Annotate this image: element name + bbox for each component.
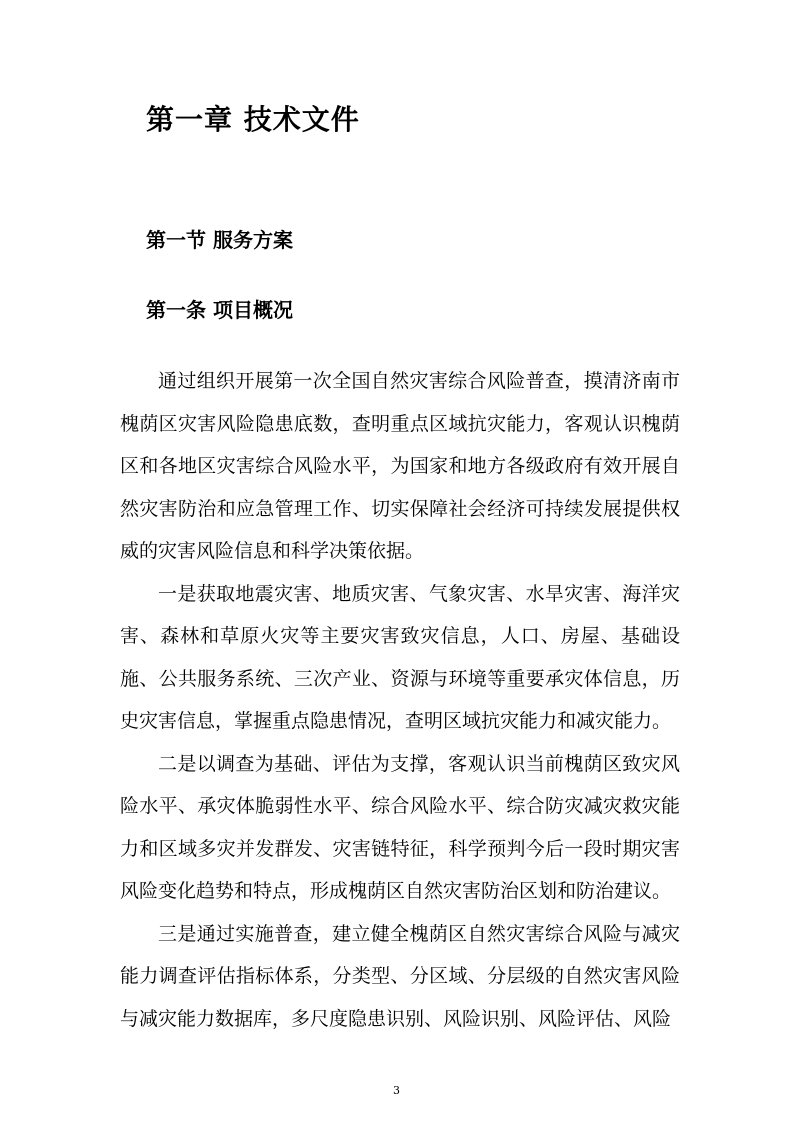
chapter-title: 第一章 技术文件 <box>146 103 360 136</box>
section-title: 第一节 服务方案 <box>146 228 293 252</box>
paragraph-point-two: 二是以调查为基础、评估为支撑，客观认识当前槐荫区致灾风险水平、承灾体脆弱性水平、综合风险水平、综合防灾减灾救灾能力和区域多灾并发群发、灾害链特征，科学预判今后一段时期灾害风险变化趋势和特点，形成槐荫区自然灾害防治区划和防治建议。 <box>120 752 680 902</box>
page-number: 3 <box>393 1084 400 1097</box>
article-title: 第一条 项目概况 <box>146 298 293 322</box>
paragraph-point-one: 一是获取地震灾害、地质灾害、气象灾害、水旱灾害、海洋灾害、森林和草原火灾等主要灾害致灾信息，人口、房屋、基础设施、公共服务系统、三次产业、资源与环境等重要承灾体信息，历史灾害信息，掌握重点隐患情况，查明区域抗灾能力和减灾能力。 <box>120 582 680 732</box>
paragraph-overview: 通过组织开展第一次全国自然灾害综合风险普查，摸清济南市槐荫区灾害风险隐患底数，查明重点区域抗灾能力，客观认识槐荫区和各地区灾害综合风险水平，为国家和地方各级政府有效开展自然灾害防治和应急管理工作、切实保障社会经济可持续发展提供权威的灾害风险信息和科学决策依据。 <box>120 370 680 562</box>
paragraph-point-three: 三是通过实施普查，建立健全槐荫区自然灾害综合风险与减灾能力调查评估指标体系，分类型、分区域、分层级的自然灾害风险与减灾能力数据库，多尺度隐患识别、风险识别、风险评估、风险 <box>120 922 680 1030</box>
body-text <box>120 360 680 1040</box>
